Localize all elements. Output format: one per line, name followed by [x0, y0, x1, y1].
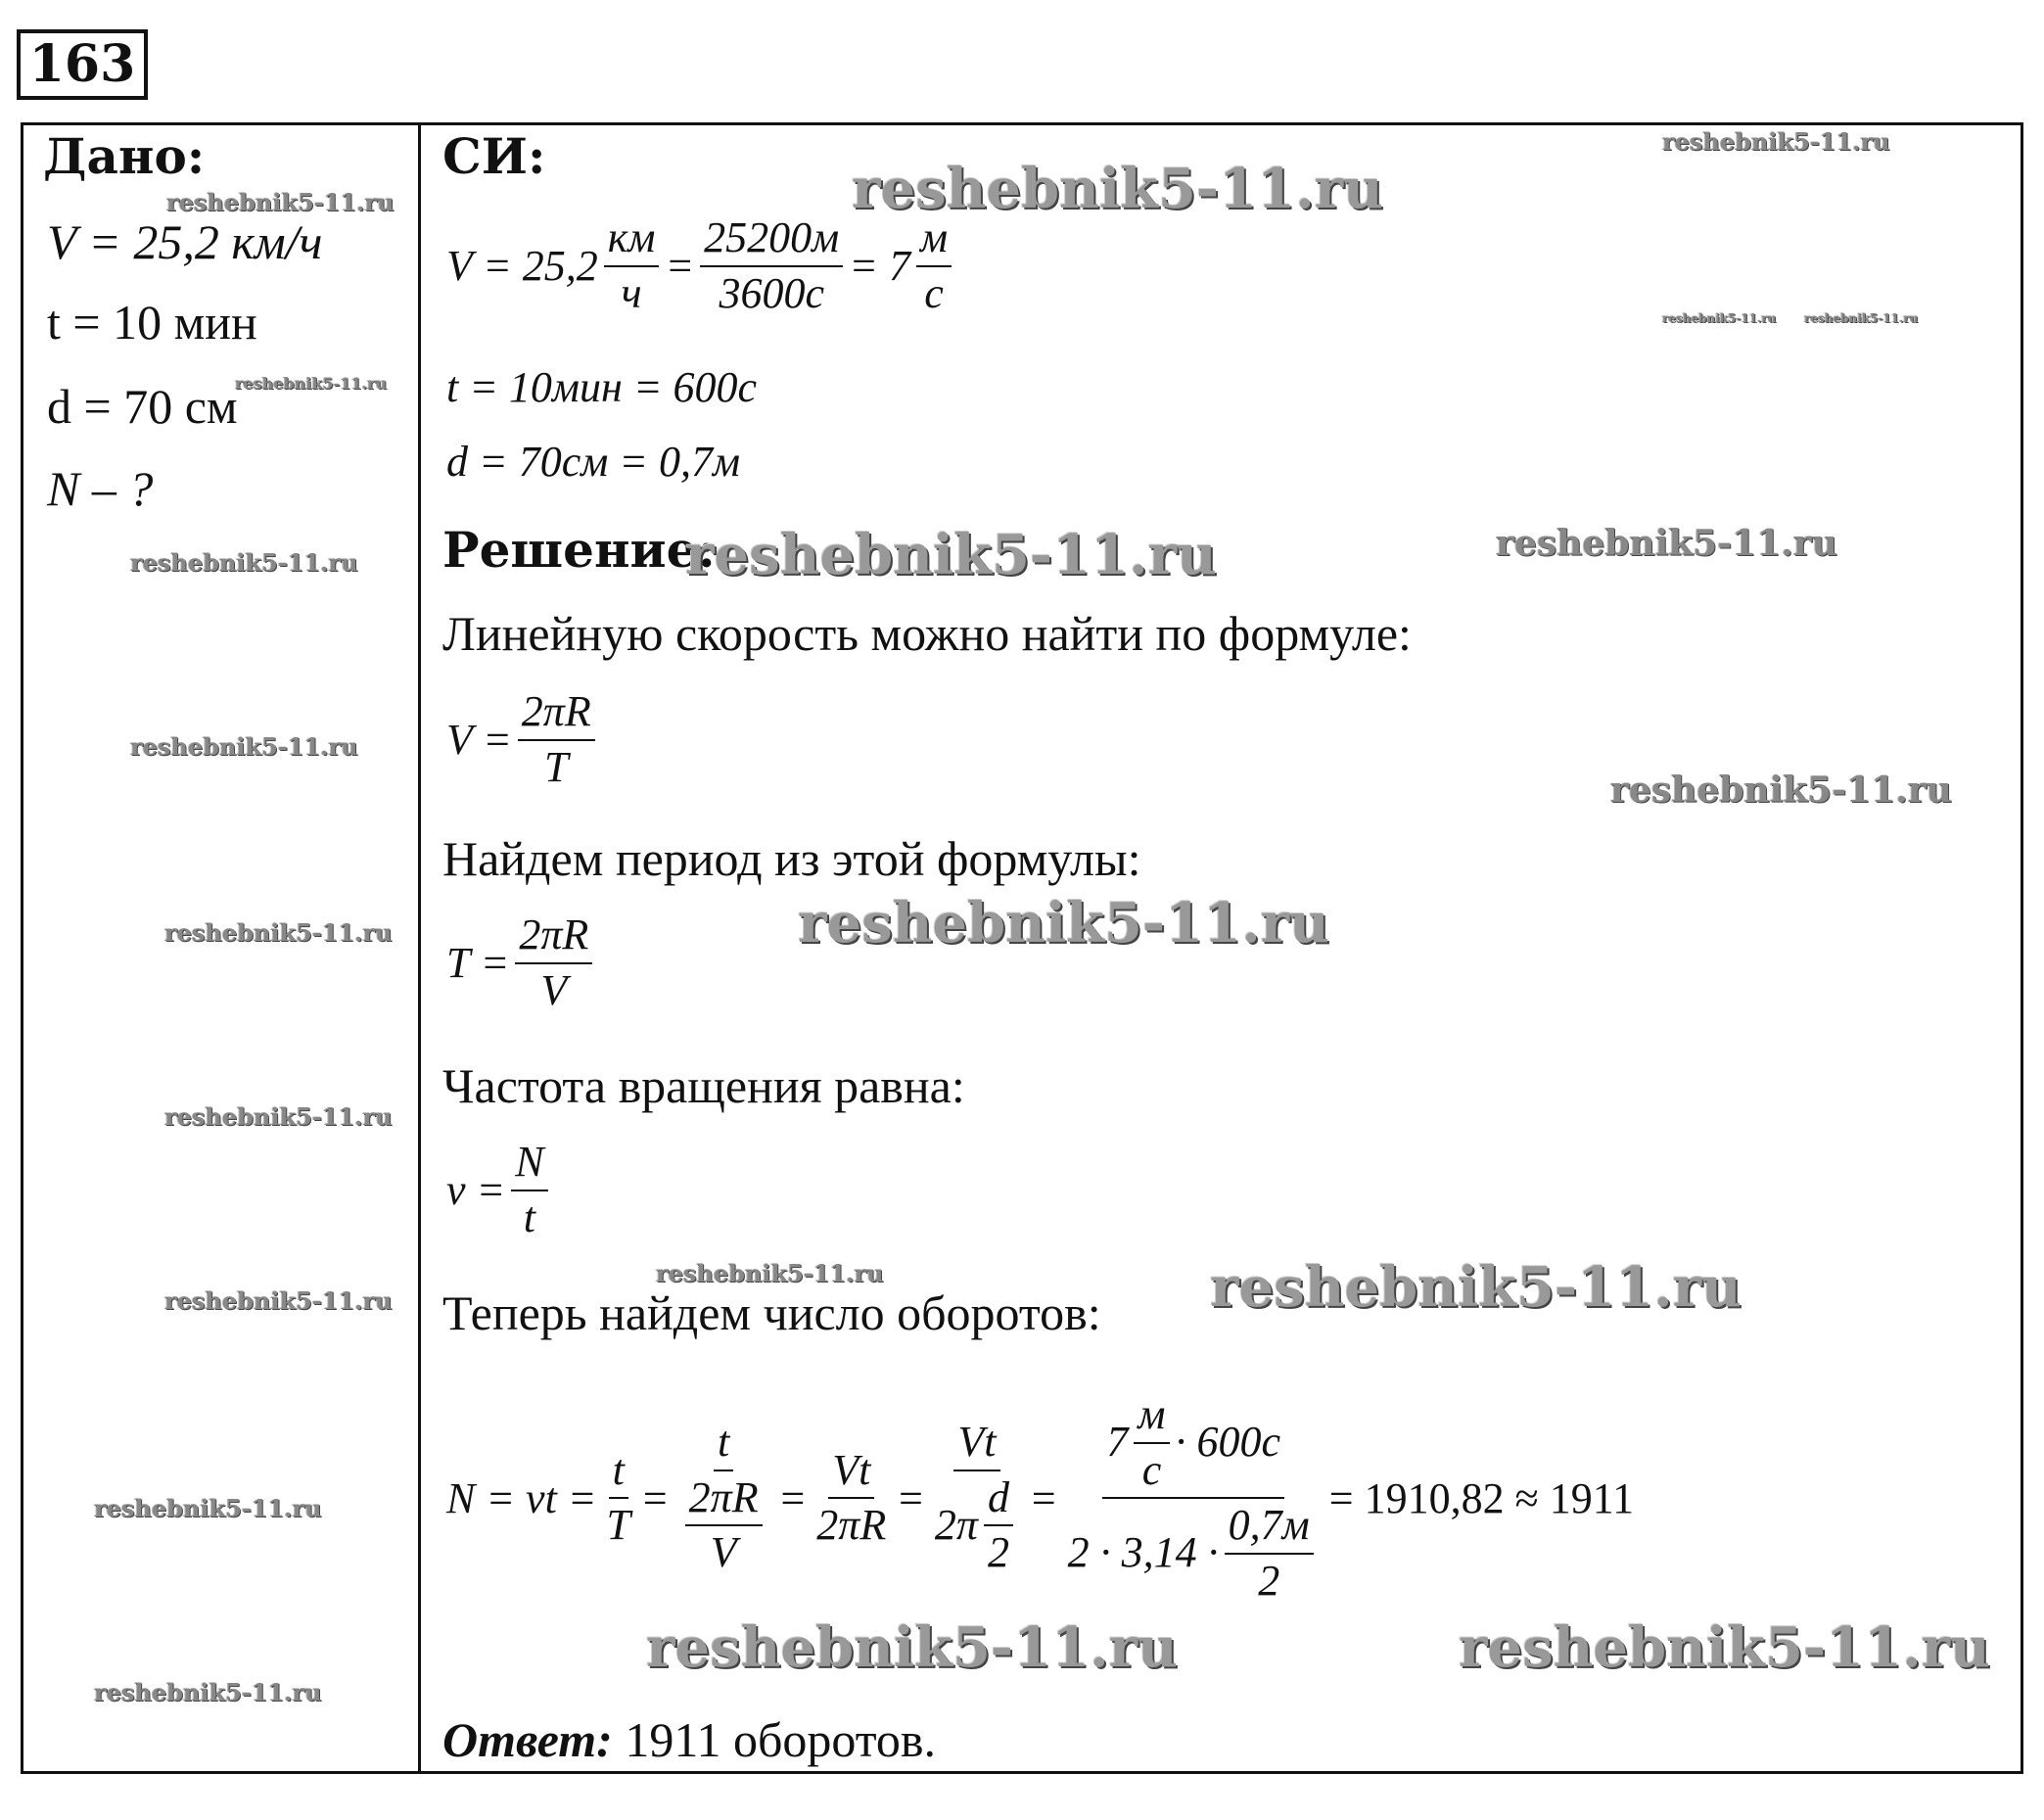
watermark: reshebnik5-11.ru: [798, 891, 1329, 956]
si-time: t = 10мин = 600с: [446, 363, 758, 411]
watermark: reshebnik5-11.ru: [1804, 311, 1919, 325]
watermark: reshebnik5-11.ru: [94, 1678, 322, 1706]
watermark: reshebnik5-11.ru: [685, 523, 1217, 587]
formula-linear-velocity: V = $\frac{2\pi R}{T}$: [446, 687, 601, 792]
given-diameter: d = 70 см: [47, 379, 238, 434]
watermark: reshebnik5-11.ru: [1662, 127, 1890, 156]
watermark: reshebnik5-11.ru: [235, 374, 388, 393]
watermark: reshebnik5-11.ru: [1496, 523, 1837, 564]
watermark: reshebnik5-11.ru: [1662, 311, 1777, 325]
solution-text-1: Линейную скорость можно найти по формуле:: [442, 606, 1412, 661]
watermark: reshebnik5-11.ru: [646, 1615, 1178, 1680]
watermark: reshebnik5-11.ru: [164, 1102, 393, 1131]
solution-heading: Решение:: [442, 521, 716, 579]
watermark: reshebnik5-11.ru: [1210, 1255, 1742, 1320]
given-time: t = 10 мин: [47, 295, 257, 350]
watermark: reshebnik5-11.ru: [130, 732, 358, 761]
watermark: reshebnik5-11.ru: [852, 157, 1383, 221]
watermark: reshebnik5-11.ru: [1610, 770, 1952, 811]
given-heading: Дано:: [43, 127, 206, 185]
given-unknown: N – ?: [47, 461, 154, 516]
problem-number: 163: [17, 29, 148, 100]
si-heading: СИ:: [442, 127, 546, 185]
solution-text-2: Найдем период из этой формулы:: [442, 831, 1141, 886]
formula-revolutions: N = νt = $\frac{t}{T}$ = $\frac{t}{\frac{2\pi R}{V}}$ = $\frac{Vt}{2\pi R}$ = Vt 2π $\frac{d}{2}$ = 7 $\frac{м}{с}$ · 600с 2 · 3,14 · $\frac{0,7м}{2}$ = 1910,82 ≈ 1911: [446, 1390, 1635, 1605]
solution-text-4: Теперь найдем число оборотов:: [442, 1285, 1101, 1340]
solution-text-3: Частота вращения равна:: [442, 1058, 965, 1113]
given-velocity: V = 25,2 км/ч: [47, 214, 323, 269]
formula-period: T = $\frac{2\pi R}{V}$: [446, 910, 598, 1015]
formula-frequency: ν = $\frac{N}{t}$: [446, 1138, 554, 1242]
watermark: reshebnik5-11.ru: [164, 1286, 393, 1315]
si-diameter: d = 70см = 0,7м: [446, 438, 741, 486]
watermark: reshebnik5-11.ru: [130, 548, 358, 577]
watermark: reshebnik5-11.ru: [1459, 1615, 1990, 1680]
watermark: reshebnik5-11.ru: [164, 918, 393, 947]
column-divider: [418, 122, 421, 1774]
si-velocity-formula: V = 25,2 $\frac{км}{ч}$ = $\frac{25200м}{3600с}$ = 7 $\frac{м}{с}$: [446, 213, 957, 318]
answer-line: Ответ: 1911 оборотов.: [442, 1712, 937, 1767]
watermark: reshebnik5-11.ru: [656, 1259, 884, 1287]
watermark: reshebnik5-11.ru: [166, 188, 395, 216]
watermark: reshebnik5-11.ru: [94, 1494, 322, 1522]
